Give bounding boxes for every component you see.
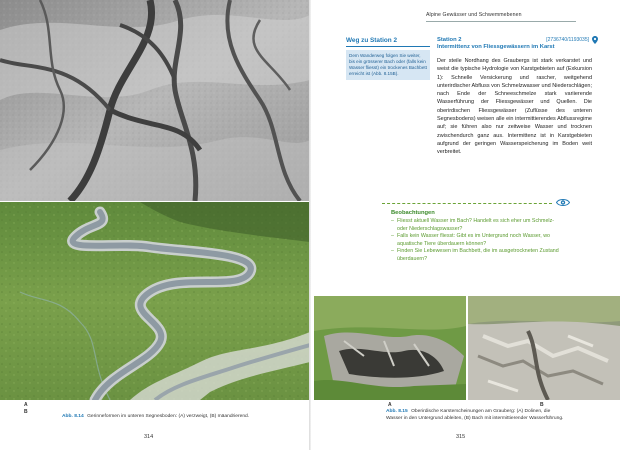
station-body-text: Der steile Nordhang des Graubergs ist stark verkarstet und weist die typische Hydrologie von Karstgebieten auf (Exkursion 1): Schnelle Versickerung und rascher, weitgehend unterirdischer Abfluss von Schmelzwasser und Niederschlägen; nach Ende der Schneeschmelze stark variierende Wasserführung der Fliessgewässer und Quellen. Die oberirdischen Fliessgewässer (Zuflüsse des unteren Segnesbodens) weisen alle ein intermittierendes Abflussregime auf; sie führen also nur zeitweise Wasser und trocknen zwischendurch ganz aus. Intermittenz ist in Karstgebieten aufgrund der geringen Wasserspeicherung im Boden weit verbreitet. xyxy=(437,58,592,156)
page-number-left: 314 xyxy=(144,434,154,440)
karst-doline-photo xyxy=(314,296,466,400)
braided-river-photo xyxy=(0,0,310,201)
sidebar-title: Weg zu Station 2 xyxy=(346,37,430,47)
figure-label-b: B xyxy=(540,402,544,408)
observations-box xyxy=(391,210,566,264)
figure-number: Abb. 8.14 xyxy=(62,414,84,419)
list-item: – Falls kein Wasser fliesst: Gibt es im Untergrund noch Wasser, wo aquatische Tiere überdauern können? xyxy=(391,233,566,248)
figure-label-b: B xyxy=(24,409,28,415)
running-head-rule xyxy=(426,21,576,22)
figure-label-a: A xyxy=(388,402,392,408)
page-number-right: 315 xyxy=(456,434,466,440)
caption-text: Oberirdische Karsterscheinungen am Grauberg: (A) Dolinen, die Wasser in den Untergrund ableiten, (B) Bach mit intermittierender Wasserführung. xyxy=(386,409,564,421)
intermittent-stream-photo xyxy=(468,296,620,400)
station-header xyxy=(437,37,597,50)
meandering-river-photo xyxy=(0,202,310,400)
figure-label-a: A xyxy=(24,402,28,408)
figure-number: Abb. 8.15 xyxy=(386,409,408,414)
sidebar-body: Dem Wanderweg folgen Sie weiter, bis ein grösserer Bach oder (falls kein Wasser fliesst) ein trockenes Bachbett erreicht ist (Abb. 8.15B). xyxy=(346,50,430,80)
station-coordinates: [2736740/1193035] xyxy=(546,37,589,43)
caption-text: Gerinneformen im unteren Segnesboden: (A) verzweigt, (B) mäandrierend. xyxy=(87,414,250,419)
map-pin-icon xyxy=(592,36,598,44)
figure-caption-8-14 xyxy=(62,414,302,421)
eye-icon xyxy=(556,198,570,207)
observations-title: Beobachtungen xyxy=(391,210,435,216)
list-item: – Fliesst aktuell Wasser im Bach? Handelt es sich eher um Schmelz- oder Niederschlagswasser? xyxy=(391,218,566,233)
running-head: Alpine Gewässer und Schwemmebenen xyxy=(426,12,522,18)
observations-list xyxy=(391,218,566,264)
station-title: Intermittenz von Fliessgewässern im Karst xyxy=(437,44,555,50)
station-label: Station 2 xyxy=(437,37,462,43)
observations-rule xyxy=(382,203,552,204)
figure-caption-8-15 xyxy=(386,409,566,422)
route-sidebar xyxy=(346,37,430,80)
list-item: – Finden Sie Lebewesen im Bachbett, die im ausgetrockneten Zustand überdauern? xyxy=(391,248,566,263)
